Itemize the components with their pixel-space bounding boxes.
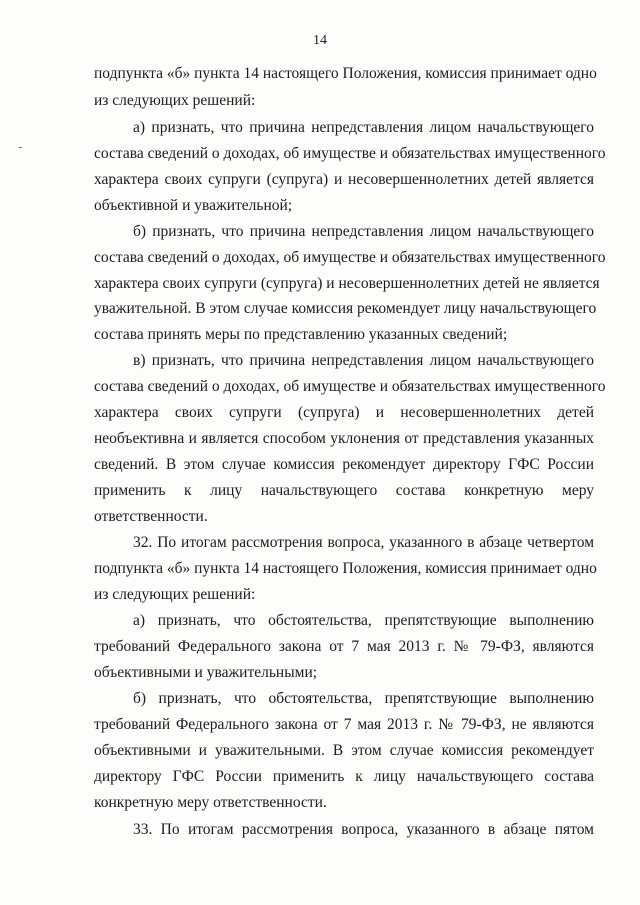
text-line: директору ГФС России применить к лицу начальствующего состава [94,768,594,785]
page-number: 14 [313,33,327,48]
text-line: состава принять меры по представлению указанных сведений; [94,326,508,343]
text-line: ответственности. [94,508,208,525]
text-line: характера своих супруги (супруга) и несовершеннолетних детей [94,404,594,421]
text-line: подпункта «б» пункта 14 настоящего Положения, комиссия принимает одно [94,65,597,82]
text-line: б) признать, что причина непредставления лицом начальствующего [133,223,594,240]
text-line: состава сведений о доходах, об имуществе и обязательствах имущественного [94,378,606,395]
text-line: а) признать, что причина непредставления лицом начальствующего [133,119,594,136]
text-line: объективными и уважительными. В этом случае комиссия рекомендует [94,742,594,759]
text-line: требований Федерального закона от 7 мая 2013 г. № 79-ФЗ, не являются [94,716,594,733]
text-line: в) признать, что причина непредставления лицом начальствующего [133,352,594,369]
text-line: уважительной. В этом случае комиссия рекомендует лицу начальствующего [94,300,597,317]
text-line: характера своих супруги (супруга) и несовершеннолетних детей не является [94,275,600,292]
text-line: применить к лицу начальствующего состава конкретную меру [94,482,594,499]
scan-speck [19,147,22,148]
text-line: а) признать, что обстоятельства, препятствующие выполнению [133,612,594,629]
text-line: 32. По итогам рассмотрения вопроса, указанного в абзаце четвертом [133,534,594,551]
text-line: состава сведений о доходах, об имуществе и обязательствах имущественного [94,145,606,162]
text-line: объективной и уважительной; [94,197,293,214]
text-line: необъективна и является способом уклонения от представления указанных [94,430,594,447]
text-line: объективными и уважительными; [94,664,318,681]
text-line: подпункта «б» пункта 14 настоящего Положения, комиссия принимает одно [94,560,597,577]
text-line: б) признать, что обстоятельства, препятствующие выполнению [133,690,594,707]
text-line: характера своих супруги (супруга) и несовершеннолетних детей является [94,171,594,188]
text-line: состава сведений о доходах, об имуществе и обязательствах имущественного [94,249,606,266]
text-line: конкретную меру ответственности. [94,794,327,811]
text-line: требований Федерального закона от 7 мая 2013 г. № 79-ФЗ, являются [94,638,594,655]
text-line: сведений. В этом случае комиссия рекомендует директору ГФС России [94,456,594,473]
text-line: 33. По итогам рассмотрения вопроса, указанного в абзаце пятом [133,821,594,838]
text-line: из следующих решений: [94,92,256,109]
text-line: из следующих решений: [94,586,256,603]
